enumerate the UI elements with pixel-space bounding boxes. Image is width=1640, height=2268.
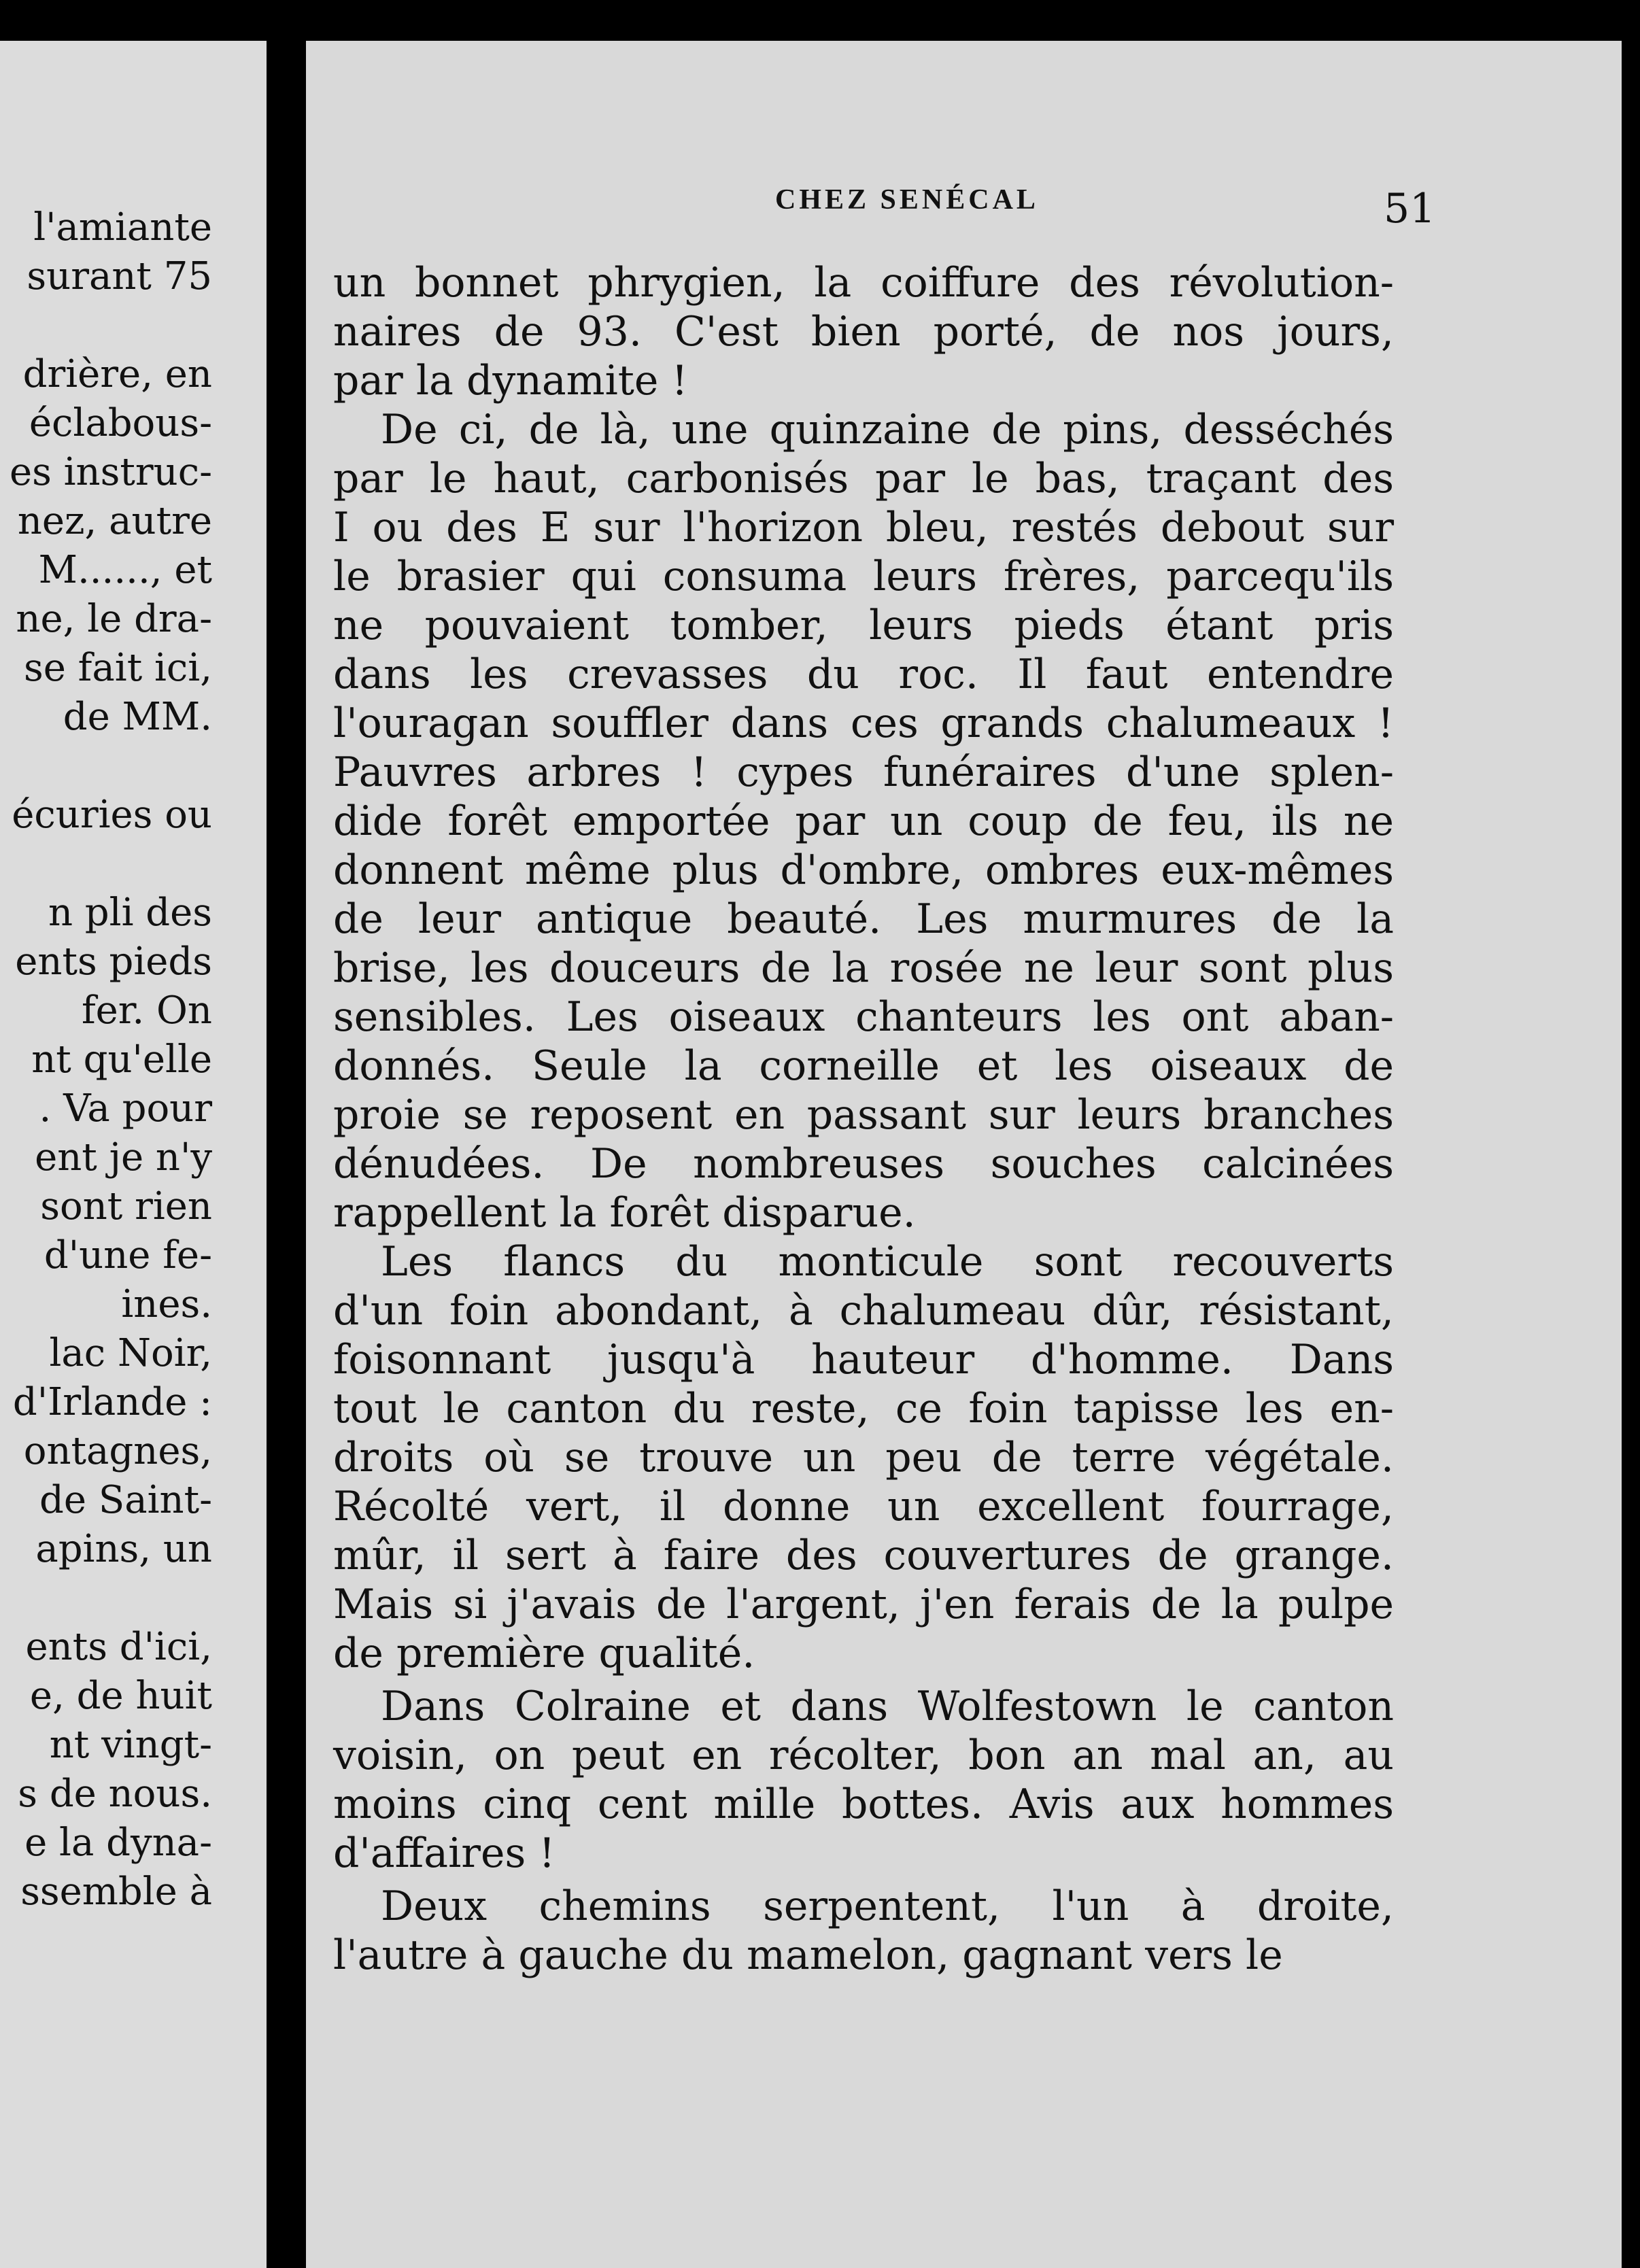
text-line: droits où se trouve un peu de terre végétale. (333, 1434, 1394, 1481)
text-line: De ci, de là, une quinzaine de pins, desséchés (381, 406, 1394, 453)
facing-page-line: ents d'ici, (25, 1625, 212, 1669)
facing-page-line: ines. (121, 1282, 212, 1326)
text-line: de première qualité. (333, 1630, 755, 1677)
facing-page-line: n pli des (48, 891, 212, 935)
facing-page-line: e la dyna- (24, 1821, 212, 1865)
paragraph (333, 1682, 1394, 1878)
facing-page-line: se fait ici, (24, 646, 212, 690)
text-line: dans les crevasses du roc. Il faut entendre (333, 651, 1394, 698)
text-line: dénudées. De nombreuses souches calcinées (333, 1140, 1394, 1188)
facing-page-line: ne, le dra- (16, 597, 212, 641)
text-line: I ou des E sur l'horizon bleu, restés debout sur (333, 504, 1394, 551)
facing-page-line: d'une fe- (44, 1233, 212, 1277)
paragraph (333, 258, 1394, 405)
text-line: rappellent la forêt disparue. (333, 1189, 916, 1237)
facing-page-line: surant 75 (27, 254, 212, 298)
text-line: naires de 93. C'est bien porté, de nos jours, (333, 308, 1394, 356)
facing-page-line: sont rien (40, 1184, 212, 1228)
text-line: dide forêt emportée par un coup de feu, ils ne (333, 797, 1394, 845)
facing-page-line: ontagnes, (23, 1429, 212, 1473)
page-number: 51 (1384, 185, 1436, 233)
facing-page-line: ent je n'y (35, 1135, 212, 1180)
text-line: d'un foin abondant, à chalumeau dûr, résistant, (333, 1287, 1394, 1335)
facing-page-line: M......, et (38, 548, 212, 592)
page-body (333, 258, 1394, 1984)
text-line: par la dynamite ! (333, 357, 688, 405)
facing-page-line: l'amiante (33, 205, 212, 250)
text-line: foisonnant jusqu'à hauteur d'homme. Dans (333, 1336, 1394, 1384)
facing-page-line: es instruc- (9, 450, 212, 494)
text-line: un bonnet phrygien, la coiffure des révolution- (333, 259, 1394, 307)
facing-page-line: fer. On (81, 989, 212, 1033)
text-line: proie se reposent en passant sur leurs branches (333, 1091, 1394, 1139)
text-line: donnés. Seule la corneille et les oiseaux de (333, 1042, 1394, 1090)
text-line: Les flancs du monticule sont recouverts (381, 1238, 1394, 1286)
text-line: Pauvres arbres ! cypes funéraires d'une splen- (333, 749, 1394, 796)
paragraph (333, 1882, 1394, 1980)
facing-page-line: nt qu'elle (31, 1037, 212, 1082)
facing-page-line: lac Noir, (49, 1331, 212, 1375)
text-line: Deux chemins serpentent, l'un à droite, (381, 1883, 1394, 1930)
facing-page-line: de Saint- (39, 1478, 212, 1522)
facing-page-line: apins, un (35, 1527, 212, 1571)
scan-top-border (0, 0, 1640, 41)
text-line: d'affaires ! (333, 1829, 556, 1877)
facing-page-line: d'Irlande : (12, 1380, 212, 1424)
book-gutter (267, 0, 306, 2268)
scan-right-border (1622, 0, 1640, 2268)
text-line: mûr, il sert à faire des couvertures de grange. (333, 1532, 1394, 1579)
text-line: sensibles. Les oiseaux chanteurs les ont aban- (333, 993, 1394, 1041)
facing-page-line: . Va pour (39, 1086, 212, 1131)
text-line: Récolté vert, il donne un excellent fourrage, (333, 1483, 1394, 1530)
facing-page-line: éclabous- (29, 401, 212, 445)
text-line: moins cinq cent mille bottes. Avis aux hommes (333, 1781, 1394, 1828)
running-head: CHEZ SENÉCAL (775, 184, 1039, 216)
text-line: tout le canton du reste, ce foin tapisse les en- (333, 1385, 1394, 1432)
facing-page-fragment (0, 41, 267, 2268)
text-line: par le haut, carbonisés par le bas, traçant des (333, 455, 1394, 502)
paragraph (333, 405, 1394, 1237)
facing-page-line: de MM. (63, 695, 212, 739)
facing-page-line: ssemble à (20, 1870, 212, 1914)
facing-page-line: e, de huit (29, 1674, 212, 1718)
text-line: ne pouvaient tomber, leurs pieds étant pris (333, 602, 1394, 649)
text-line: l'autre à gauche du mamelon, gagnant vers le (333, 1931, 1283, 1979)
text-line: l'ouragan souffler dans ces grands chalumeaux ! (333, 700, 1394, 747)
text-line: donnent même plus d'ombre, ombres eux-mêmes (333, 846, 1394, 894)
text-line: le brasier qui consuma leurs frères, parcequ'ils (333, 553, 1394, 600)
text-line: Dans Colraine et dans Wolfestown le canton (381, 1683, 1394, 1730)
facing-page-line: nez, autre (17, 499, 212, 543)
book-page (306, 41, 1622, 2268)
text-line: de leur antique beauté. Les murmures de la (333, 895, 1394, 943)
facing-page-line: ents pieds (15, 940, 212, 984)
text-line: Mais si j'avais de l'argent, j'en ferais de la pulpe (333, 1581, 1394, 1628)
facing-page-line: nt vingt- (49, 1723, 212, 1767)
text-line: brise, les douceurs de la rosée ne leur sont plus (333, 944, 1394, 992)
facing-page-line: s de nous. (18, 1772, 212, 1816)
facing-page-line: écuries ou (12, 793, 212, 837)
text-line: voisin, on peut en récolter, bon an mal an, au (333, 1732, 1394, 1779)
paragraph (333, 1237, 1394, 1678)
facing-page-line: drière, en (22, 352, 212, 396)
